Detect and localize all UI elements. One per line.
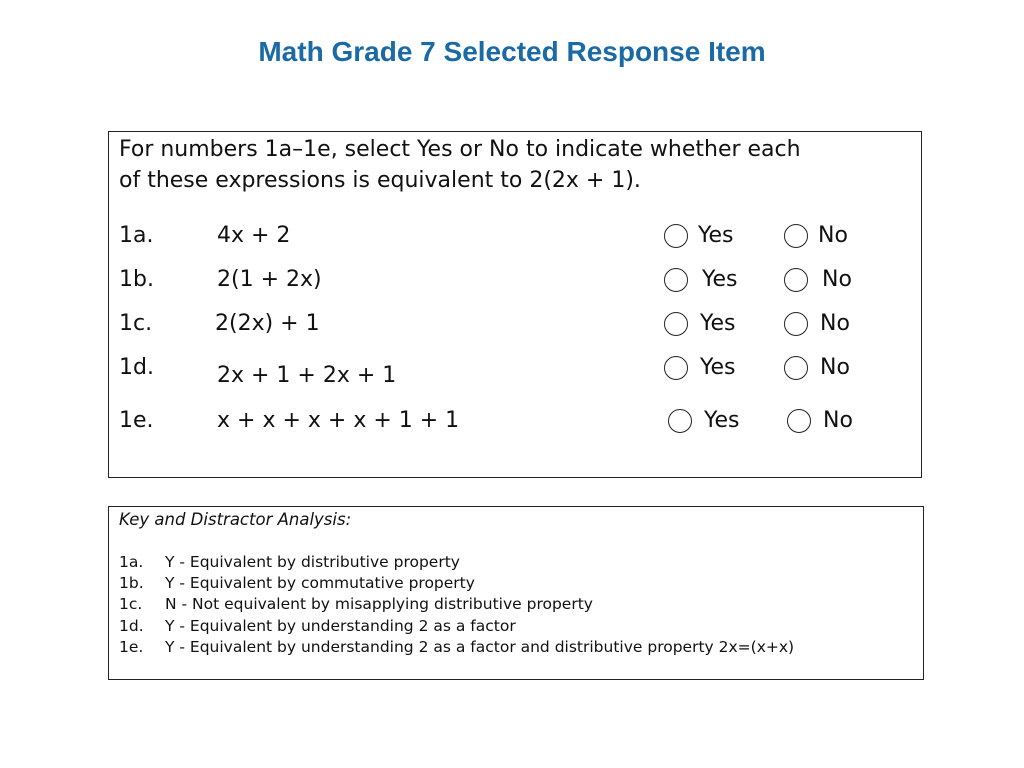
item-row-1d (109, 355, 923, 389)
yes-option-1c[interactable] (664, 311, 736, 336)
row-number: 1c. (119, 311, 153, 336)
item-prompt (119, 134, 909, 196)
key-number: 1b. (119, 574, 144, 592)
no-label: No (820, 311, 850, 336)
yes-label: Yes (700, 311, 736, 336)
no-option-1c[interactable] (784, 311, 850, 336)
row-number: 1a. (119, 223, 154, 248)
no-radio-1b[interactable] (784, 268, 808, 292)
no-radio-1e[interactable] (787, 409, 811, 433)
row-expression: x + x + x + x + 1 + 1 (217, 408, 460, 433)
yes-label: Yes (700, 355, 736, 380)
key-title: Key and Distractor Analysis: (119, 510, 352, 529)
key-row-1b (119, 574, 475, 592)
row-number: 1e. (119, 408, 154, 433)
no-option-1e[interactable] (787, 408, 853, 433)
key-row-1e (119, 638, 794, 656)
prompt-line-2: of these expressions is equivalent to 2(2x + 1). (119, 168, 641, 193)
yes-label: Yes (704, 408, 740, 433)
prompt-line-1: For numbers 1a–1e, select Yes or No to indicate whether each (119, 137, 801, 162)
key-analysis-box (108, 506, 924, 680)
no-option-1b[interactable] (784, 267, 852, 292)
yes-label: Yes (698, 223, 734, 248)
key-text: N - Not equivalent by misapplying distributive property (165, 595, 593, 613)
yes-option-1d[interactable] (664, 355, 736, 380)
key-number: 1a. (119, 553, 144, 571)
yes-radio-1a[interactable] (664, 224, 688, 248)
item-box (108, 131, 922, 478)
item-row-1b (109, 267, 923, 301)
yes-radio-1b[interactable] (664, 268, 688, 292)
key-text: Y - Equivalent by distributive property (165, 553, 460, 571)
slide-title: Math Grade 7 Selected Response Item (258, 36, 766, 67)
no-radio-1d[interactable] (784, 356, 808, 380)
no-radio-1c[interactable] (784, 312, 808, 336)
no-option-1d[interactable] (784, 355, 850, 380)
yes-radio-1e[interactable] (668, 409, 692, 433)
no-label: No (822, 267, 852, 292)
no-label: No (820, 355, 850, 380)
row-expression: 2x + 1 + 2x + 1 (217, 363, 397, 388)
no-radio-1a[interactable] (784, 224, 808, 248)
item-row-1a (109, 223, 923, 257)
key-number: 1d. (119, 617, 144, 635)
no-label: No (823, 408, 853, 433)
no-option-1a[interactable] (784, 223, 848, 248)
key-number: 1e. (119, 638, 144, 656)
yes-radio-1d[interactable] (664, 356, 688, 380)
key-text: Y - Equivalent by understanding 2 as a factor and distributive property 2x=(x+x) (165, 638, 795, 656)
no-label: No (818, 223, 848, 248)
row-expression: 2(2x) + 1 (215, 311, 320, 336)
key-row-1c (119, 595, 593, 613)
row-number: 1b. (119, 267, 154, 292)
key-number: 1c. (119, 595, 143, 613)
yes-radio-1c[interactable] (664, 312, 688, 336)
yes-option-1b[interactable] (664, 267, 738, 292)
yes-option-1e[interactable] (668, 408, 740, 433)
row-expression: 4x + 2 (217, 223, 291, 248)
item-row-1c (109, 311, 923, 345)
key-row-1a (119, 553, 460, 571)
yes-label: Yes (702, 267, 738, 292)
yes-option-1a[interactable] (664, 223, 734, 248)
key-text: Y - Equivalent by commutative property (165, 574, 475, 592)
item-row-1e (109, 408, 923, 442)
key-row-1d (119, 617, 516, 635)
row-expression: 2(1 + 2x) (217, 267, 322, 292)
key-text: Y - Equivalent by understanding 2 as a factor (165, 617, 516, 635)
row-number: 1d. (119, 355, 154, 380)
